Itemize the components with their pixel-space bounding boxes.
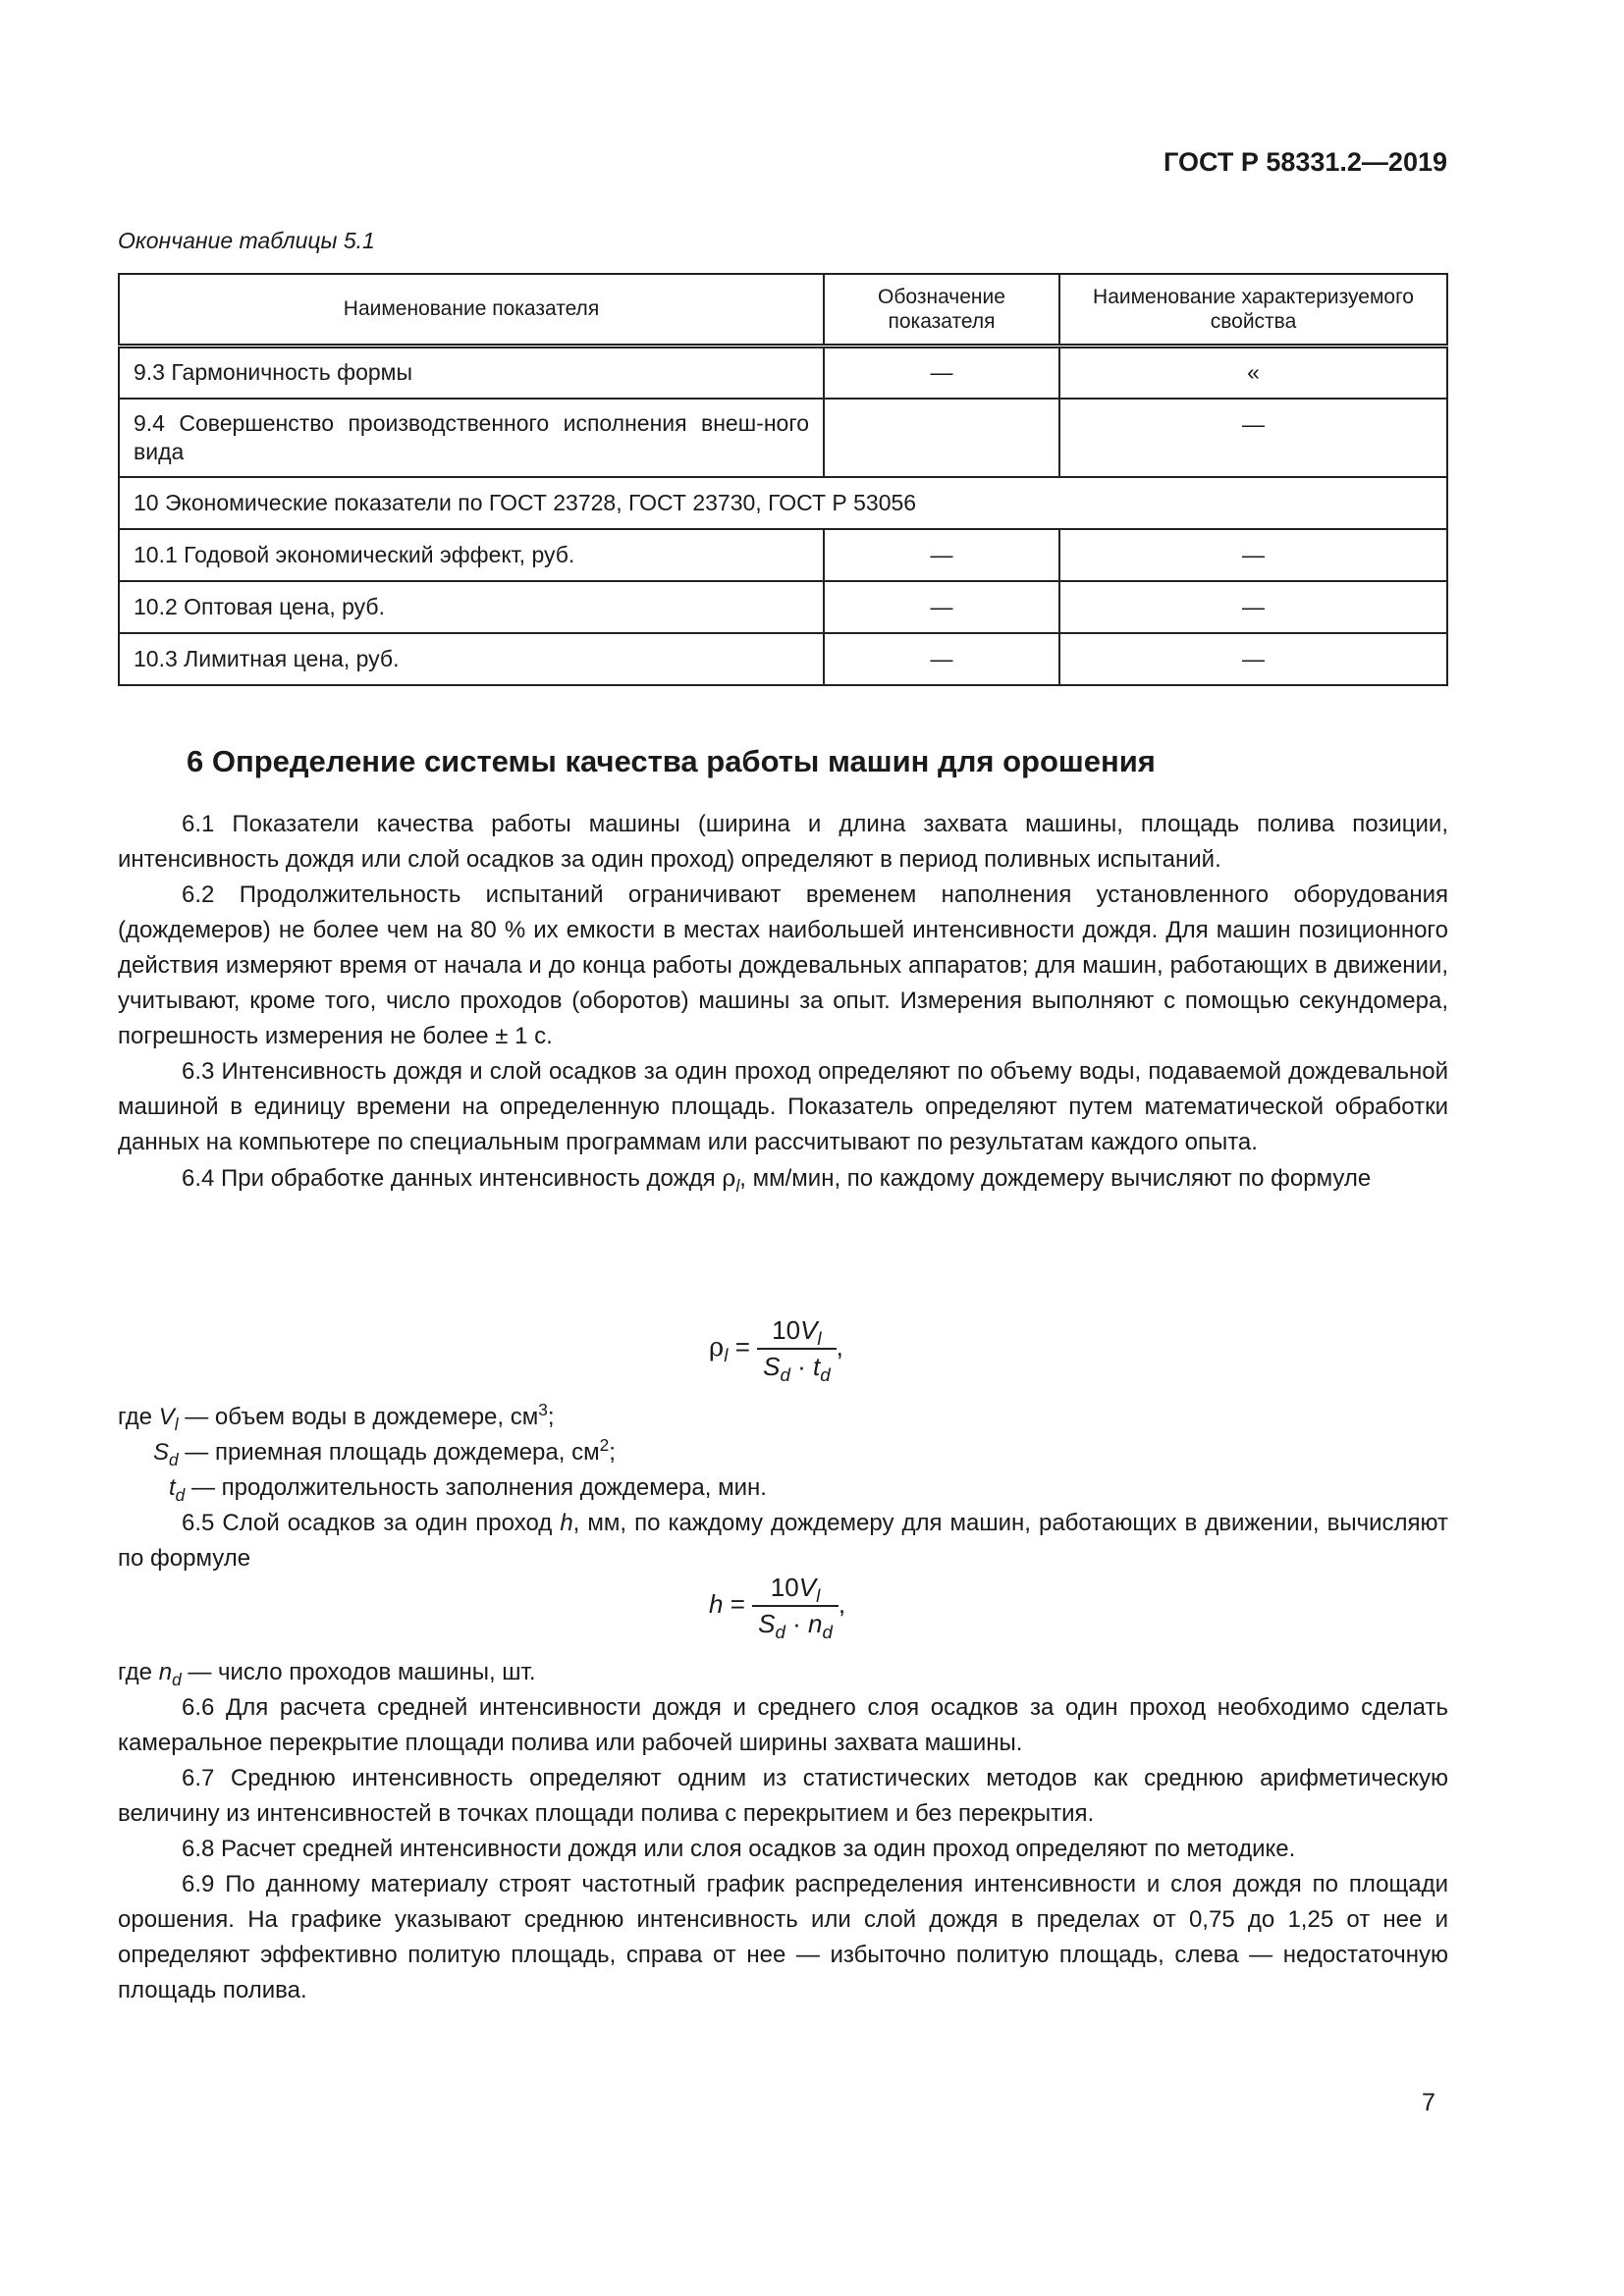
column-header-name: Наименование показателя: [119, 274, 824, 347]
cell-symbol: —: [824, 347, 1059, 399]
formula-1-legend: [118, 1400, 767, 1506]
table-row: [119, 347, 1447, 399]
cell-name: 9.3 Гармоничность формы: [119, 347, 824, 399]
page-number: 7: [1422, 2089, 1435, 2116]
table-caption: Окончание таблицы 5.1: [118, 228, 375, 253]
formula-layer: h = $\frac{10V_l}{S_d \cdot n_d}$ ,: [709, 1573, 846, 1643]
table-row: [119, 633, 1447, 685]
cell-property: —: [1059, 581, 1447, 633]
table-header-row: [119, 274, 1447, 347]
paragraph-6-5: 6.5 Слой осадков за один проход h, мм, по каждому дождемеру для машин, работающих в движении, вычисляют по формуле: [118, 1510, 1448, 1572]
body-block-3: [118, 1690, 1448, 2008]
cell-property: —: [1059, 529, 1447, 581]
legend-n: где $n_d$ — число проходов машины, шт.: [118, 1659, 536, 1689]
cell-name: 9.4 Совершенство производственного исполнения внеш-ного вида: [119, 399, 824, 477]
cell-symbol: —: [824, 581, 1059, 633]
cell-name: 10.1 Годовой экономический эффект, руб.: [119, 529, 824, 581]
table-row: [119, 581, 1447, 633]
cell-name: 10.2 Оптовая цена, руб.: [119, 581, 824, 633]
paragraph-6-3: 6.3 Интенсивность дождя и слой осадков за один проход определяют по объему воды, подаваемой дождевальной машиной в единицу времени на определенную площадь. Показатель определяют путем математической обработки данных на компьютере по специальным программам или рассчитывают по результатам каждого опыта.: [118, 1058, 1448, 1155]
cell-symbol: [824, 399, 1059, 477]
section-title: 6 Определение системы качества работы машин для орошения: [187, 744, 1156, 778]
formula-intensity: $\rho_l$ = $\frac{10V_l}{S_d \cdot t_d}$ ,: [709, 1315, 843, 1386]
table-row: [119, 399, 1447, 477]
paragraph-6-1: 6.1 Показатели качества работы машины (ширина и длина захвата машины, площадь полива позиции, интенсивность дождя или слой осадков за один проход) определяют в период поливных испытаний.: [118, 811, 1448, 873]
cell-property: —: [1059, 633, 1447, 685]
legend-v: где $V_l$ — объем воды в дождемере, $см^3$;: [118, 1400, 555, 1434]
document-header: ГОСТ Р 58331.2—2019: [1164, 147, 1447, 177]
body-block-1: [118, 807, 1448, 1197]
paragraph-6-2: 6.2 Продолжительность испытаний ограничивают временем наполнения установленного оборудования (дождемеров) не более чем на 80 % их емкости в местах наибольшей интенсивности дождя. Для машин позиционного действия измеряют время от начала и до конца работы дождевальных аппаратов; для машин, работающих в движении, учитывают, кроме того, число проходов (оборотов) машины за опыт. Измерения выполняют с помощью секундомера, погрешность измерения не более ± 1 с.: [118, 881, 1448, 1049]
cell-symbol: —: [824, 633, 1059, 685]
paragraph-6-8: 6.8 Расчет средней интенсивности дождя или слоя осадков за один проход определяют по методике.: [182, 1836, 1296, 1862]
paragraph-6-9: 6.9 По данному материалу строят частотный график распределения интенсивности и слоя дождя по площади орошения. На графике указывают среднюю интенсивность или слой дождя в пределах от 0,75 до 1,25 от нее и определяют эффективно политую площадь, справа от нее — избыточно политую площадь, слева — недостаточную площадь полива.: [118, 1871, 1448, 2003]
cell-name: 10.3 Лимитная цена, руб.: [119, 633, 824, 685]
paragraph-6-4: 6.4 При обработке данных интенсивность дождя $\rho_l$, мм/мин, по каждому дождемеру вычисляют по формуле: [182, 1164, 1372, 1196]
cell-property: —: [1059, 399, 1447, 477]
legend-s: $S_d$ — приемная площадь дождемера, $см^2$;: [153, 1435, 616, 1469]
column-header-property: Наименование характеризуемого свойства: [1059, 274, 1447, 347]
cell-symbol: —: [824, 529, 1059, 581]
body-block-2: [118, 1506, 1448, 1576]
cell-property: «: [1059, 347, 1447, 399]
formula-2-legend: [118, 1655, 536, 1690]
legend-t: $t_d$ — продолжительность заполнения дождемера, мин.: [169, 1474, 767, 1505]
table-row: [119, 529, 1447, 581]
indicators-table: [118, 273, 1448, 686]
paragraph-6-7: 6.7 Среднюю интенсивность определяют одним из статистических методов как среднюю арифметическую величину из интенсивностей в точках площади полива с перекрытием и без перекрытия.: [118, 1765, 1448, 1827]
table-group-row: [119, 477, 1447, 529]
column-header-symbol: Обозначение показателя: [824, 274, 1059, 347]
cell-group-name: 10 Экономические показатели по ГОСТ 23728, ГОСТ 23730, ГОСТ Р 53056: [119, 477, 1447, 529]
paragraph-6-6: 6.6 Для расчета средней интенсивности дождя и среднего слоя осадков за один проход необходимо сделать камеральное перекрытие площади полива или рабочей ширины захвата машины.: [118, 1694, 1448, 1756]
